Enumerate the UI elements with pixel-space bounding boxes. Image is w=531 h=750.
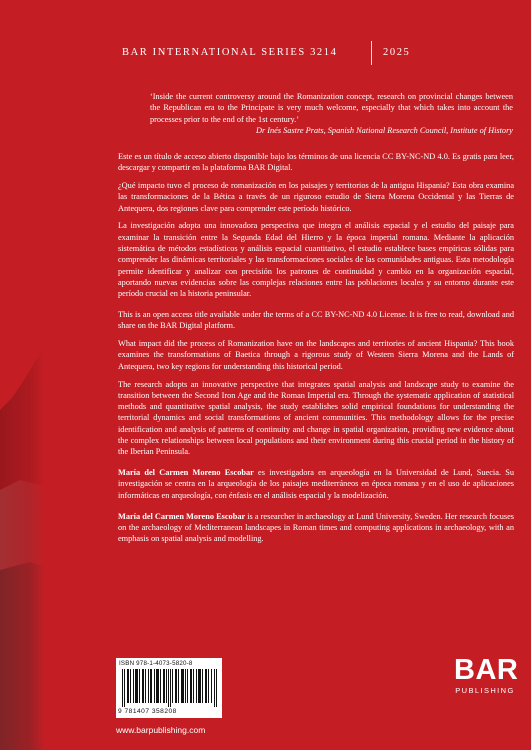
quote-text: ‘Inside the current controversy around the Romanization concept, research on provincial changes between the Republican era to the Principate is very much welcome, especially that which takes into account the processes prior to the end of the 1st century.’ (150, 92, 513, 124)
author-name-en: María del Carmen Moreno Escobar (118, 511, 246, 521)
publication-year: 2025 (383, 47, 411, 58)
bar-publishing-logo (454, 654, 519, 695)
publisher-website[interactable]: www.barpublishing.com (116, 725, 206, 735)
author-name-es: María del Carmen Moreno Escobar (118, 468, 254, 478)
barcode-icon (122, 669, 218, 707)
blurb (118, 151, 514, 551)
author-bio-es-text: es investigadora en arqueología en la Universidad de Lund, Suecia. Su investigación se centra en la arqueología de los paisajes mediterráneos en época romana y en el uso de aplicaciones informáticas en arqueología, con énfasis en el análisis espacial y la modelización. (118, 468, 514, 500)
spanish-paragraph-1: ¿Qué impacto tuvo el proceso de romanización en los paisajes y territorios de la antigua Hispania? Esta obra examina las transformaciones de la Bética a través de un riguroso estudio de Sierra Morena Occidental y las Tierras de Antequera, dos regiones clave para comprender este período histórico. (118, 181, 514, 213)
series-header (0, 37, 531, 65)
english-paragraph-1: What impact did the process of Romanization have on the landscapes and territories of ancient Hispania? This book examines the transformations of Baetica through a rigorous study of Western Sierra Morena and the Lands of Antequera, two key regions for understanding this historical period. (118, 339, 514, 371)
author-bio-en-text: is a researcher in archaeology at Lund University, Sweden. Her research focuses on the archaeology of Mediterranean landscapes in Roman times and computing applications in archaeology, with an emphasis on spatial analysis and modelling. (118, 511, 514, 544)
series-title: BAR INTERNATIONAL SERIES 3214 (122, 47, 338, 58)
isbn-number: ISBN 978-1-4073-5820-8 (119, 660, 193, 667)
english-open-access-note: This is an open access title available under the terms of a CC BY-NC-ND 4.0 License. It is free to read, download and share on the BAR Digital platform. (118, 310, 514, 331)
author-bio-english (118, 511, 514, 545)
english-paragraph-2: The research adopts an innovative perspective that integrates spatial analysis and landscape study to examine the transition between the Second Iron Age and the Roman Imperial era. Through the systematic application of statistical methods and quantitative spatial analysis, the study establishes solid empirical foundations for understanding the territorial dynamics and social transformations of ancient communities. This methodology allows for the precise identification and analysis of patterns of continuity and change in spatial organization, providing new evidence about the complex relationships between local populations and their environment during this crucial period in the history of the Iberian Peninsula. (118, 379, 514, 457)
logo-subtitle: PUBLISHING (455, 686, 515, 695)
isbn-barcode (116, 658, 222, 718)
endorsement-quote (150, 91, 513, 136)
spanish-paragraph-2: La investigación adopta una innovadora perspectiva que integra el análisis espacial y el estudio del paisaje para examinar la transición entre la Segunda Edad del Hierro y la época imperial romana. Mediante la aplicación sistemática de métodos estadísticos y análisis espacial cuantitativo, el estudio establece bases empíricas sólidas para comprender las dinámicas territoriales y las transformaciones sociales de las comunidades antiguas. Esta metodología permite identificar y analizar con precisión los patrones de continuidad y cambio en la organización espacial, aportando nuevas evidencias sobre las complejas relaciones entre las poblaciones locales y su entorno durante este período crucial en la historia peninsular. (118, 221, 514, 299)
barcode-digits: 9 781407 358208 (118, 708, 177, 715)
author-bio-spanish (118, 467, 514, 501)
spanish-open-access-note: Este es un título de acceso abierto disponible bajo los términos de una licencia CC BY-NC-ND 4.0. Es gratis para leer, descargar y compartir en la plataforma BAR Digital. (118, 152, 514, 173)
logo-word: BAR (454, 654, 519, 686)
header-divider (371, 41, 372, 65)
quote-attribution: Dr Inés Sastre Prats, Spanish National Research Council, Institute of History (255, 125, 513, 135)
